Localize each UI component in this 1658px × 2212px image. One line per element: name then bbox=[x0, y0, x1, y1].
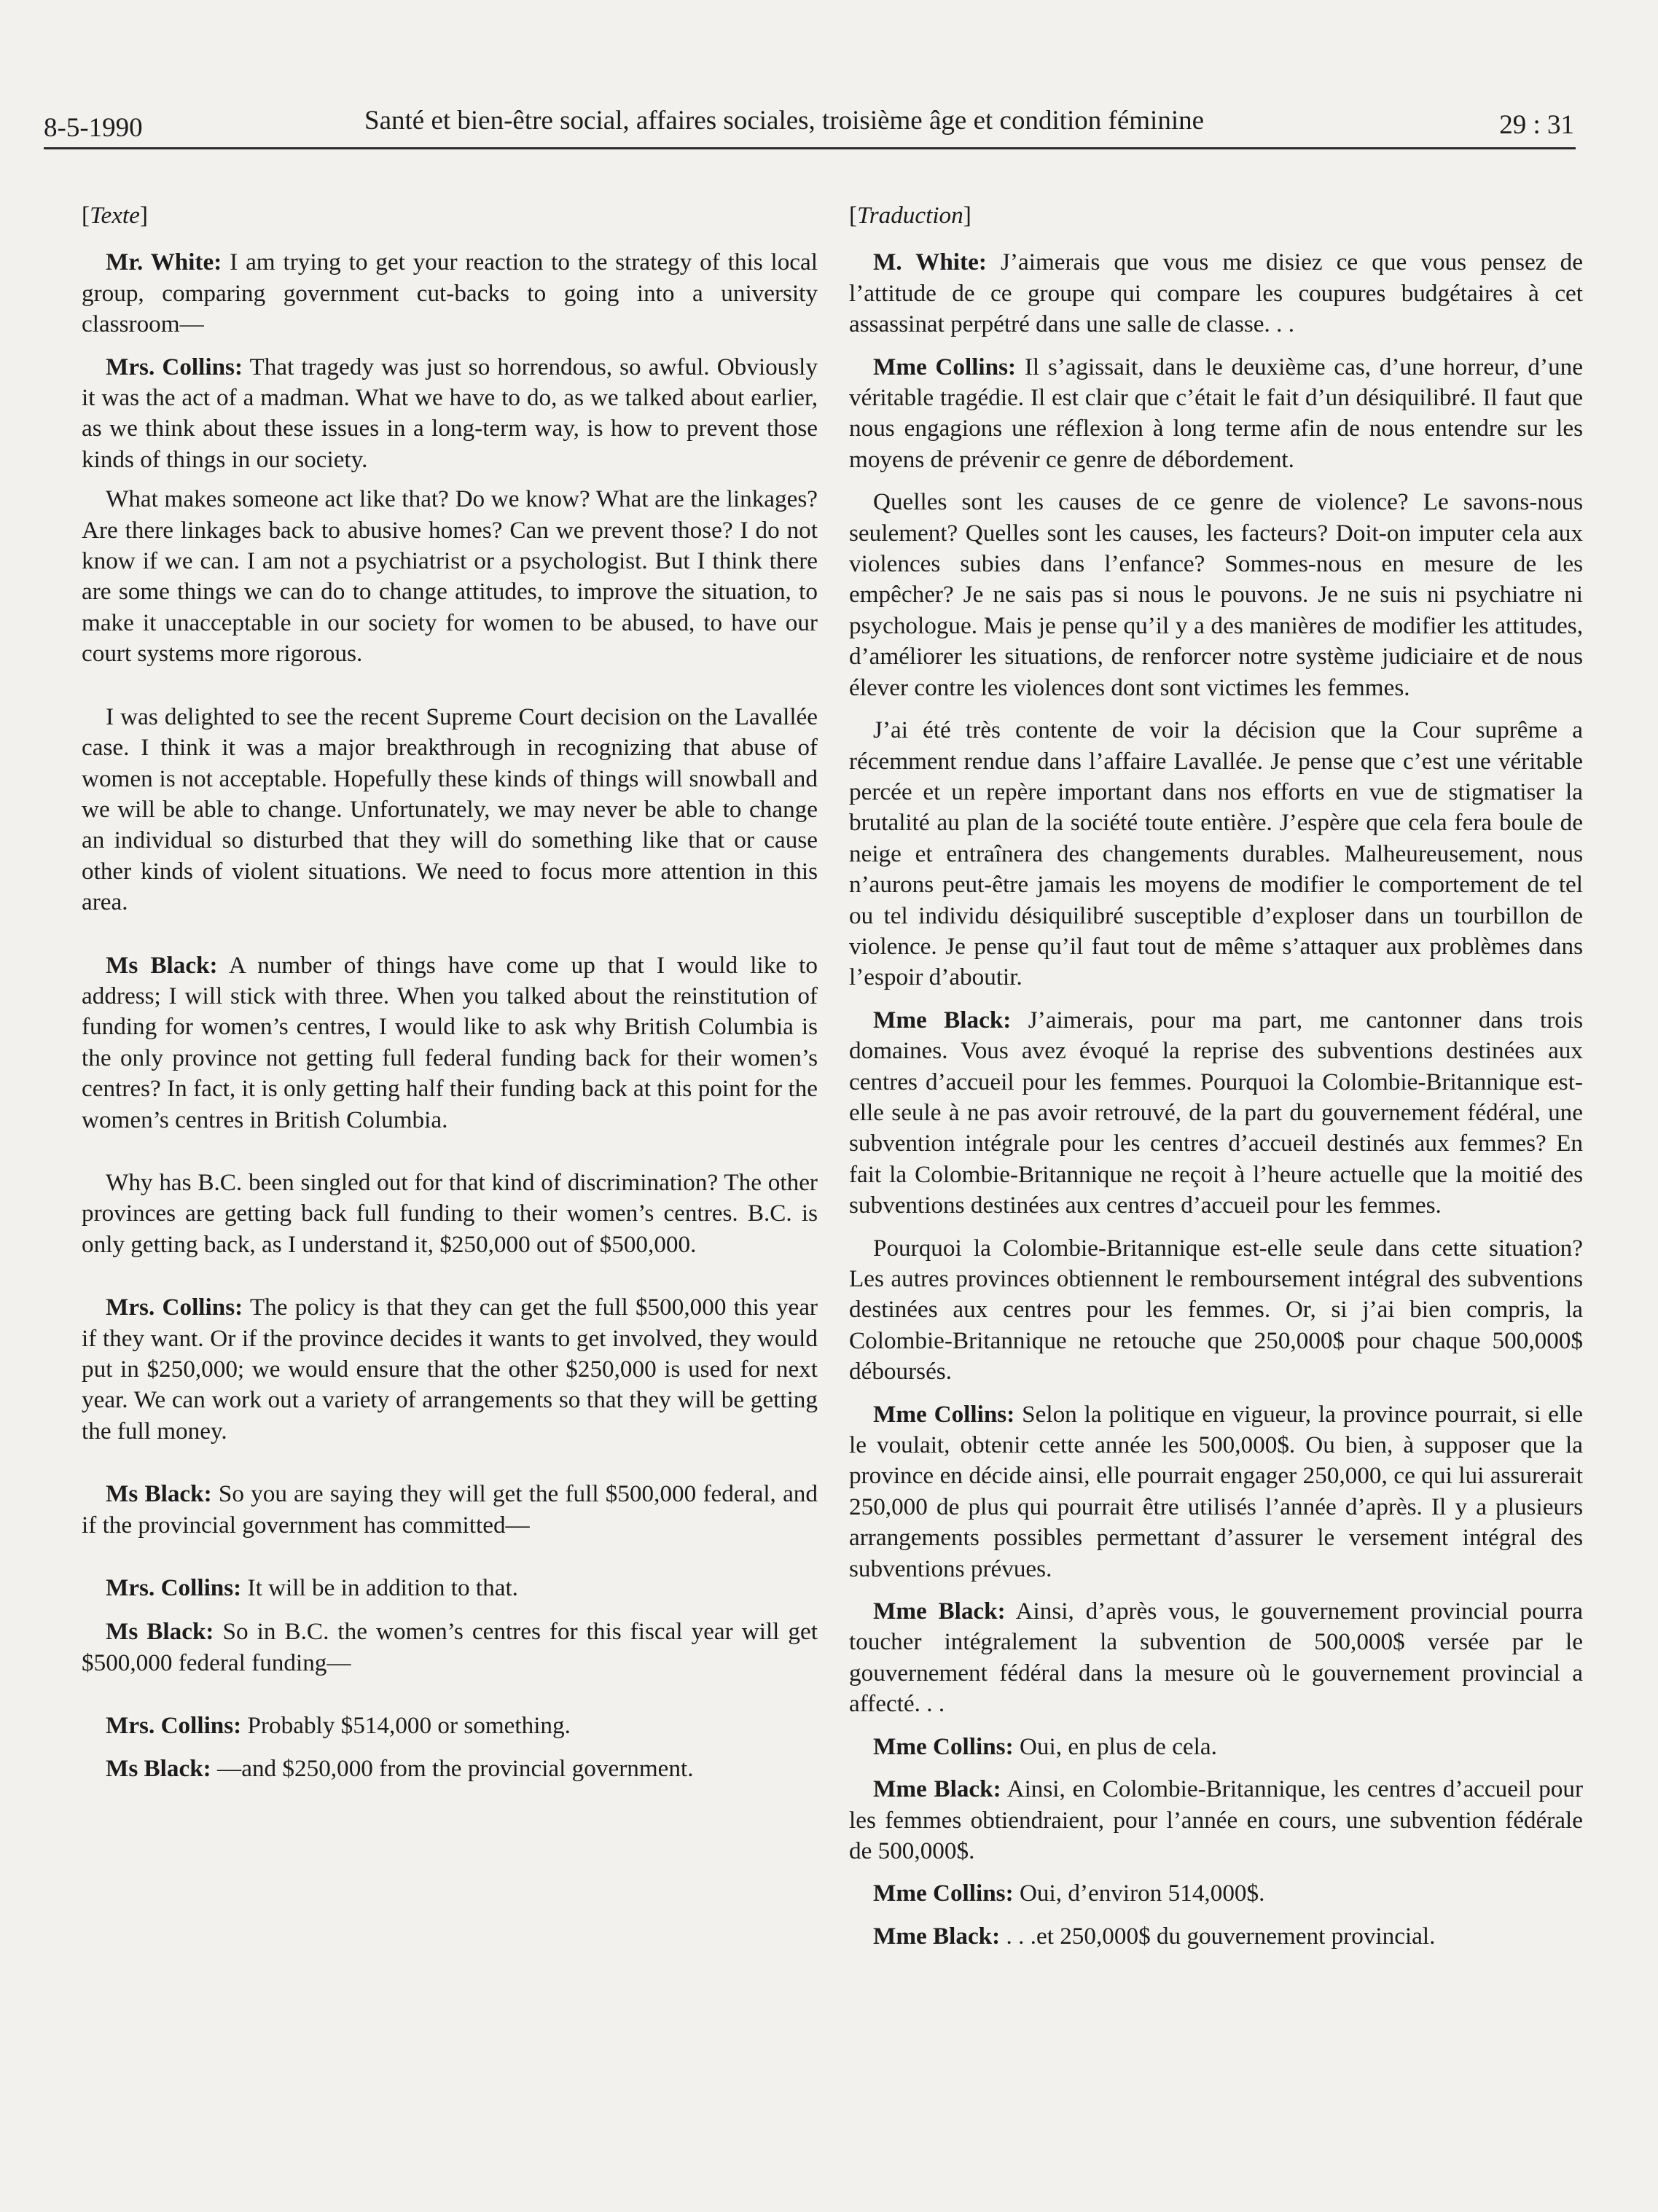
paragraph-text: Selon la politique en vigueur, la province pourrait, si elle le voulait, obtenir cette année les 500,000$. Ou bien, à supposer que la province en décide ainsi, elle pourrait engager 250,000, ce qui lui assurerait 250,000 de plus qui pourrait être utilisés l’année d’après. Il y a plusieurs arrangements possibles permettant d’assurer le versement intégral des subventions prévues. bbox=[849, 1400, 1583, 1582]
paragraph bbox=[849, 1399, 1583, 1584]
paragraph-text: Pourquoi la Colombie-Britannique est-elle seule dans cette situation? Les autres provinces obtiennent le remboursement intégral des subventions destinées aux centres pour les femmes. Or, si j’ai bien compris, la Colombie-Britannique ne retouche que 250,000$ pour chaque 500,000$ déboursés. bbox=[849, 1234, 1583, 1386]
paragraph-text: I was delighted to see the recent Supreme Court decision on the Lavallée case. I think it was a major breakthrough in recognizing that abuse of women is not acceptable. Hopefully these kinds of things will snowball and we will be able to change. Unfortunately, we may never be able to change an individual so disturbed that they will do something like that or cause other kinds of violent situations. We need to focus more attention in this area. bbox=[82, 703, 818, 916]
paragraph-text: Oui, en plus de cela. bbox=[1013, 1732, 1217, 1760]
speaker-name: Mme Collins: bbox=[873, 1880, 1014, 1907]
english-column bbox=[82, 200, 818, 1784]
paragraph bbox=[849, 487, 1583, 703]
paragraph-text: J’aimerais, pour ma part, me cantonner dans trois domaines. Vous avez évoqué la reprise des subventions destinées aux centres d’accueil pour les femmes. Pourquoi la Colombie-Britannique est-elle seule à ne pas avoir retrouvé, de la part du gouvernement fédéral, une subvention intégrale pour les centres d’accueil destinés aux femmes? En fait la Colombie-Britannique ne reçoit à l’heure actuelle que la moitié des subventions destinées aux centres d’accueil pour les femmes. bbox=[849, 1006, 1583, 1219]
column-tag: [Traduction] bbox=[849, 202, 971, 229]
page-header bbox=[44, 102, 1574, 146]
speaker-name: Mme Collins: bbox=[873, 1732, 1014, 1760]
paragraph-text: I am trying to get your reaction to the strategy of this local group, comparing government cut-backs to going into a university classroom— bbox=[82, 249, 818, 338]
french-column bbox=[849, 200, 1583, 1952]
paragraph bbox=[849, 1005, 1583, 1222]
paragraph-text: A number of things have come up that I would like to address; I will stick with three. When you talked about the reinstitution of funding for women’s centres, I would like to ask why British Columbia is the only province not getting full federal funding back for their women’s centres? In fact, it is only getting half their funding back at this point for the women’s centres in British Columbia. bbox=[82, 951, 818, 1133]
speaker-name: Mme Black: bbox=[873, 1598, 1006, 1625]
paragraph bbox=[849, 1878, 1583, 1909]
paragraph-text: It will be in addition to that. bbox=[241, 1574, 518, 1602]
paragraph bbox=[82, 1168, 818, 1260]
paragraph-text: Probably $514,000 or something. bbox=[241, 1712, 571, 1740]
speaker-name: Mr. White: bbox=[106, 249, 222, 276]
speaker-name: Mme Black: bbox=[873, 1006, 1012, 1033]
paragraph bbox=[82, 1754, 818, 1784]
paragraph bbox=[849, 247, 1583, 340]
speaker-name: Mrs. Collins: bbox=[106, 1574, 242, 1602]
paragraph bbox=[849, 1921, 1583, 1952]
column-tag: [Texte] bbox=[82, 202, 148, 229]
paragraph bbox=[82, 950, 818, 1136]
paragraph bbox=[849, 1732, 1583, 1762]
speaker-name: Mrs. Collins: bbox=[106, 353, 243, 380]
column-tag-label: Texte bbox=[90, 202, 140, 229]
paragraph bbox=[82, 1573, 818, 1603]
header-date: 8-5-1990 bbox=[44, 113, 143, 143]
speaker-name: Mme Black: bbox=[873, 1922, 1001, 1950]
paragraph bbox=[82, 1479, 818, 1541]
column-tag-label: Traduction bbox=[857, 202, 963, 229]
paragraph-text: So you are saying they will get the full $500,000 federal, and if the provincial government has committed— bbox=[82, 1480, 818, 1539]
speaker-name: Ms Black: bbox=[106, 1618, 214, 1646]
paragraph bbox=[849, 1233, 1583, 1388]
paragraph-text: J’aimerais que vous me disiez ce que vous pensez de l’attitude de ce groupe qui compare les coupures budgétaires à cet assassinat perpétré dans une salle de classe. . . bbox=[849, 249, 1583, 338]
paragraph bbox=[849, 1774, 1583, 1867]
paragraph bbox=[849, 1596, 1583, 1720]
paragraph-text: That tragedy was just so horrendous, so awful. Obviously it was the act of a madman. What we have to do, as we talked about earlier, as we think about these issues in a long-term way, is how to prevent those kinds of things in our society. bbox=[82, 353, 818, 473]
paragraph bbox=[82, 247, 818, 340]
speaker-name: Mrs. Collins: bbox=[106, 1712, 242, 1740]
speaker-name: Ms Black: bbox=[106, 951, 218, 979]
speaker-name: M. White: bbox=[873, 249, 987, 276]
speaker-name: Mme Collins: bbox=[873, 353, 1017, 380]
header-rule bbox=[44, 147, 1576, 149]
paragraph-text: Why has B.C. been singled out for that kind of discrimination? The other provinces are getting back full funding to their women’s centres. B.C. is only getting back, as I understand it, $250,000 out of $500,000. bbox=[82, 1168, 818, 1258]
paragraph bbox=[849, 715, 1583, 993]
paragraph-text: J’ai été très contente de voir la décision que la Cour suprême a récemment rendue dans l’affaire Lavallée. Je pense que c’est une véritable percée et un repère important dans nos efforts en vue de stigmatiser la brutalité au plan de la société toute entière. J’espère que cela fera boule de neige et entraînera des changements durables. Malheureusement, nous n’aurons peut-être jamais les moyens de modifier le comportement de tel ou tel individu désiquilibré susceptible d’exploser dans un tourbillon de violence. Je pense qu’il faut tout de même s’attaquer aux problèmes dans l’espoir d’aboutir. bbox=[849, 716, 1583, 991]
paragraph-text: Ainsi, d’après vous, le gouvernement provincial pourra toucher intégralement la subvention de 500,000$ versée par le gouvernement fédéral dans la mesure où le gouvernement provincial a affecté. . . bbox=[849, 1598, 1583, 1718]
paragraph-text: —and $250,000 from the provincial government. bbox=[211, 1754, 694, 1782]
paragraph bbox=[82, 702, 818, 918]
speaker-name: Mme Black: bbox=[873, 1775, 1001, 1803]
speaker-name: Ms Black: bbox=[106, 1480, 212, 1508]
paragraph bbox=[82, 484, 818, 669]
paragraph-text: Oui, d’environ 514,000$. bbox=[1013, 1880, 1265, 1907]
paragraph-text: What makes someone act like that? Do we know? What are the linkages? Are there linkages back to abusive homes? Can we prevent those? I do not know if we can. I am not a psychiatrist or a psychologist. But I think there are some things we can do to change attitudes, to improve the situation, to make it unacceptable in our society for women to be abused, to have our court systems more rigorous. bbox=[82, 485, 818, 668]
header-page-number: 29 : 31 bbox=[1499, 110, 1574, 140]
paragraph bbox=[82, 1711, 818, 1741]
paragraph bbox=[82, 1292, 818, 1447]
paragraph-text: Il s’agissait, dans le deuxième cas, d’une horreur, d’une véritable tragédie. Il est clair que c’était le fait d’un désiquilibré. Il faut que nous engagions une réflexion à long terme afin de nous entendre sur les moyens de prévenir ce genre de débordement. bbox=[849, 353, 1583, 473]
paragraph bbox=[82, 1617, 818, 1678]
speaker-name: Mme Collins: bbox=[873, 1400, 1015, 1428]
paragraph bbox=[849, 352, 1583, 476]
paragraph-text: So in B.C. the women’s centres for this fiscal year will get $500,000 federal funding— bbox=[82, 1618, 818, 1676]
paragraph-list bbox=[82, 247, 818, 1784]
paragraph bbox=[82, 352, 818, 476]
speaker-name: Mrs. Collins: bbox=[106, 1294, 243, 1321]
paragraph-text: Ainsi, en Colombie-Britannique, les centres d’accueil pour les femmes obtiendraient, pour l’année en cours, une subvention fédérale de 500,000$. bbox=[849, 1775, 1583, 1864]
speaker-name: Ms Black: bbox=[106, 1754, 211, 1782]
header-title: Santé et bien-être social, affaires sociales, troisième âge et condition féminine bbox=[364, 106, 1205, 136]
paragraph-text: The policy is that they can get the full $500,000 this year if they want. Or if the province decides it wants to get involved, they would put in $250,000; we would ensure that the other $250,000 is used for next year. We can work out a variety of arrangements so that they will be getting the full money. bbox=[82, 1294, 818, 1445]
paragraph-text: . . .et 250,000$ du gouvernement provincial. bbox=[1000, 1922, 1436, 1950]
paragraph-text: Quelles sont les causes de ce genre de violence? Le savons-nous seulement? Quelles sont les causes, les facteurs? Doit-on imputer cela aux violences subies dans l’enfance? Sommes-nous en mesure de les empêcher? Je ne sais pas si nous le pouvons. Je ne suis ni psychiatre ni psychologue. Mais je pense qu’il y a des manières de modifier les attitudes, d’améliorer les situations, de renforcer notre système judiciaire et de nous élever contre les violences dont sont victimes les femmes. bbox=[849, 488, 1583, 701]
paragraph-list bbox=[849, 247, 1583, 1952]
